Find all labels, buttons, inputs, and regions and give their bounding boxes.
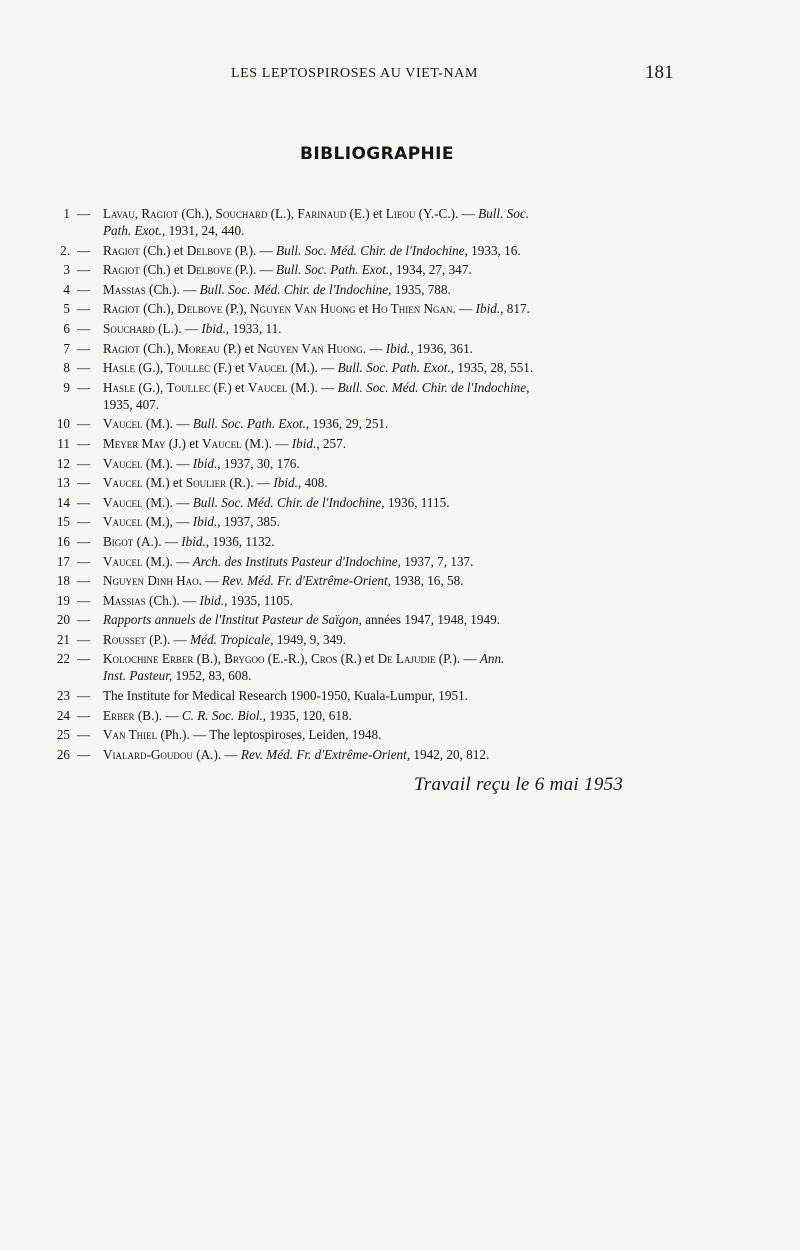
reference-entry [0, 415, 800, 432]
ref-text: (M.) et [142, 475, 186, 491]
ref-text: , 1936, 361. [410, 340, 473, 356]
reference-number: 26 [56, 746, 70, 762]
reference-dash: — [77, 494, 91, 510]
ref-text: (F.) et [210, 379, 248, 395]
reference-entry [0, 592, 800, 609]
reference-dash: — [77, 281, 91, 297]
reference-dash: — [77, 746, 91, 762]
author-name: Bigot [103, 533, 134, 549]
reference-text [103, 533, 703, 550]
ref-text: (M.). — [142, 553, 193, 569]
author-name: Lavau, Ragiot [103, 206, 179, 221]
author-name: Ragiot [103, 262, 140, 278]
reference-dash: — [77, 514, 91, 530]
ref-text: (M.). — [142, 494, 193, 510]
reference-number: 13 [56, 475, 70, 491]
ref-text: (M.). — [287, 360, 338, 376]
reference-text [103, 359, 703, 376]
reference-number: 19 [56, 592, 70, 608]
reference-continuation [103, 222, 703, 239]
journal-title: Ibid. [181, 533, 206, 549]
reference-entry [0, 379, 800, 413]
reference-number: 15 [56, 514, 70, 530]
journal-title: Bull. Soc. Méd. Chir. de l'Indochine [192, 494, 382, 510]
author-name: Nguyen Van Huong [257, 340, 363, 356]
journal-title: Ibid. [199, 592, 225, 608]
ref-text: (A.). — [133, 533, 182, 549]
reference-number: 11 [57, 435, 70, 451]
author-name: Massias [103, 592, 146, 608]
reference-entry [0, 533, 800, 550]
author-name: Ragiot [103, 242, 140, 258]
reference-dash: — [77, 455, 91, 471]
ref-text: , années 1947, 1948, 1949. [358, 612, 500, 628]
author-name: Vaucel [103, 494, 143, 510]
author-name: Vaucel [103, 553, 143, 569]
reference-text [103, 494, 703, 511]
ref-text: (M.). — [241, 435, 292, 451]
ref-text: . — [198, 573, 222, 589]
reference-dash: — [77, 592, 91, 608]
journal-title: Ann. [479, 651, 505, 667]
reference-text [103, 281, 703, 298]
journal-title: C. R. Soc. Biol. [181, 707, 263, 723]
journal-title: Rev. Méd. Fr. d'Extrême-Orient [240, 746, 407, 762]
author-name: Moreau [177, 340, 220, 356]
author-name: Erber [103, 707, 135, 723]
ref-text: (F.) et [210, 360, 248, 376]
reference-entry [0, 726, 800, 743]
ref-text: (R.) et [337, 651, 378, 667]
reference-number: 16 [56, 533, 70, 549]
author-name: Vaucel [103, 475, 143, 491]
ref-text: (Ch.) et [139, 262, 187, 278]
ref-text: (E.) et [346, 206, 386, 221]
reference-number: 23 [56, 688, 70, 704]
reference-dash: — [77, 379, 91, 395]
reference-dash: — [77, 612, 91, 628]
author-name: Delbove [186, 242, 232, 258]
author-name: Toullec [166, 360, 211, 376]
journal-title: Bull. Soc. Path. Exot. [192, 416, 306, 432]
ref-text: (Ch.). — [145, 281, 200, 297]
reference-entry [0, 553, 800, 570]
reference-text [103, 687, 703, 704]
reference-entry [0, 340, 800, 357]
ref-text: (P.) et [219, 340, 258, 356]
reference-dash: — [77, 262, 91, 278]
reference-text [103, 650, 703, 684]
ref-text: (G.), [135, 379, 167, 395]
reference-number: 9 [63, 379, 70, 395]
ref-text: , 1931, 24, 440. [161, 223, 245, 238]
reference-text [103, 746, 703, 763]
reference-entry [0, 320, 800, 337]
running-head-title: LES LEPTOSPIROSES AU VIET-NAM [231, 66, 479, 81]
reference-entry [0, 650, 800, 684]
ref-text: (M.). — [142, 455, 193, 471]
journal-title: Bull. Soc. Path. Exot. [337, 360, 451, 376]
reference-entry [0, 513, 800, 530]
ref-text: , 1949, 9, 349. [270, 631, 347, 647]
ref-text: . — [362, 340, 386, 356]
author-name: Brygoo [224, 651, 265, 667]
received-note: Travail reçu le 6 mai 1953 [414, 774, 624, 795]
ref-text: et [355, 301, 372, 317]
journal-title: Ibid. [475, 301, 501, 317]
author-name: Farinaud [297, 206, 347, 221]
reference-text [103, 320, 703, 337]
reference-entry [0, 261, 800, 278]
ref-text: (M.). — [142, 416, 193, 432]
author-name: Rousset [103, 631, 146, 647]
journal-title: Ibid. [273, 475, 298, 491]
author-name: Vaucel [247, 360, 288, 376]
reference-entry [0, 242, 800, 259]
reference-text [103, 340, 703, 357]
reference-number: 24 [56, 707, 70, 723]
reference-number: 12 [56, 455, 70, 471]
reference-entry [0, 572, 800, 589]
reference-text [103, 415, 703, 432]
ref-text: (Y.-C.). — [415, 206, 479, 221]
journal-title: Bull. Soc. Méd. Chir. de l'Indochine [276, 242, 465, 258]
journal-title: Ibid. [192, 514, 218, 530]
reference-number: 14 [56, 494, 70, 510]
ref-text: , 1933, 11. [225, 320, 282, 336]
reference-dash: — [77, 340, 91, 356]
reference-number: 25 [56, 727, 70, 743]
reference-number: 10 [56, 416, 70, 432]
author-name: Hasle [103, 360, 136, 376]
reference-text [103, 242, 703, 259]
reference-dash: — [77, 206, 91, 221]
reference-text [103, 592, 703, 609]
reference-dash: — [77, 631, 91, 647]
ref-text: (E.-R.), [264, 651, 311, 667]
reference-entry [0, 455, 800, 472]
ref-text: (Ch.). — [145, 592, 200, 608]
reference-number: 7 [63, 340, 70, 356]
journal-title: Bull. Soc. Méd. Chir. de l'Indochine, [337, 379, 530, 395]
reference-number: 2. [60, 242, 70, 258]
reference-text [103, 261, 703, 278]
ref-text: (Ch.), [139, 301, 178, 317]
reference-text [103, 205, 703, 239]
reference-continuation [103, 396, 703, 413]
page-number: 181 [645, 62, 674, 83]
author-name: Meyer May [103, 435, 166, 451]
author-name: Vialard-Goudou [103, 746, 193, 762]
journal-title: Bull. Soc. [478, 206, 530, 221]
reference-entry [0, 474, 800, 491]
reference-dash: — [77, 533, 91, 549]
ref-text: (A.). — [192, 746, 241, 762]
reference-text [103, 631, 703, 648]
journal-title: Arch. des Instituts Pasteur d'Indochine [192, 553, 398, 569]
ref-text: (P.). — [231, 262, 277, 278]
ref-text: , 1935, 1105. [224, 592, 293, 608]
ref-text: (L.). — [154, 320, 202, 336]
journal-title: Rapports annuels de l'Institut Pasteur de Saïgon [103, 612, 359, 628]
reference-number: 22 [56, 651, 70, 667]
reference-entry [0, 205, 800, 239]
reference-dash: — [77, 707, 91, 723]
reference-text [103, 300, 703, 317]
author-name: Van Thiel [103, 727, 158, 743]
reference-number: 20 [56, 612, 70, 628]
reference-entry [0, 281, 800, 298]
reference-text [103, 513, 703, 530]
reference-number: 17 [56, 553, 70, 569]
author-name: Vaucel [247, 379, 288, 395]
author-name: Ragiot [103, 340, 140, 356]
reference-entry [0, 707, 800, 724]
reference-entry [0, 494, 800, 511]
running-head [0, 64, 800, 86]
ref-text: , 1935, 28, 551. [450, 360, 534, 376]
journal-title: Ibid. [192, 455, 218, 471]
reference-text [103, 435, 703, 452]
ref-text: , 1936, 1132. [205, 533, 275, 549]
ref-text: , 257. [316, 435, 346, 451]
ref-text: (G.), [135, 360, 167, 376]
ref-text: (P.). — [145, 631, 191, 647]
author-name: De Lajudie [377, 651, 436, 667]
ref-text: (M.). — [287, 379, 338, 395]
ref-text: , 1935, 120, 618. [262, 707, 352, 723]
reference-dash: — [77, 553, 91, 569]
reference-number: 5 [63, 301, 70, 317]
reference-dash: — [77, 242, 91, 258]
reference-text [103, 379, 703, 413]
ref-text: (J.) et [165, 435, 203, 451]
reference-entry [0, 746, 800, 763]
ref-text: (B.), [193, 651, 225, 667]
author-name: Delbove [186, 262, 232, 278]
reference-number: 8 [63, 360, 70, 376]
ref-text: , 1937, 30, 176. [217, 455, 300, 471]
reference-dash: — [77, 688, 91, 704]
author-name: Cros [311, 651, 338, 667]
reference-number: 3 [63, 262, 70, 278]
journal-title: Ibid. [291, 435, 317, 451]
reference-dash: — [77, 301, 91, 317]
reference-dash: — [77, 475, 91, 491]
ref-text: , 817. [500, 301, 530, 317]
ref-text: (Ch.) et [139, 242, 187, 258]
reference-dash: — [77, 651, 91, 667]
ref-text: , 1933, 16. [464, 242, 521, 258]
ref-text: , 1936, 29, 251. [305, 416, 389, 432]
author-name: Vaucel [103, 455, 143, 471]
ref-text: The Institute for Medical Research 1900-1950, Kuala-Lumpur, 1951. [103, 688, 468, 704]
journal-title: Bull. Soc. Path. Exot. [276, 262, 390, 278]
reference-entry [0, 300, 800, 317]
author-name: Vaucel [103, 416, 143, 432]
ref-text: (M.), — [142, 514, 193, 530]
reference-text [103, 553, 703, 570]
reference-dash: — [77, 360, 91, 376]
ref-text: 1952, 83, 608. [172, 668, 252, 684]
author-name: Hasle [103, 379, 136, 395]
ref-text: (P.). — [435, 651, 480, 667]
author-name: Souchard [215, 206, 268, 221]
journal-title: Path. Exot. [103, 223, 162, 238]
author-name: Toullec [166, 379, 211, 395]
author-name: Soulier [185, 475, 227, 491]
reference-text [103, 707, 703, 724]
author-name: Ragiot [103, 301, 140, 317]
reference-entry [0, 611, 800, 628]
reference-entry [0, 687, 800, 704]
reference-entry [0, 435, 800, 452]
author-name: Lieou [385, 206, 416, 221]
journal-title: Ibid. [201, 320, 226, 336]
reference-text [103, 474, 703, 491]
ref-text: (P.), [222, 301, 251, 317]
ref-text: 1935, 407. [103, 396, 160, 412]
ref-text: , 1935, 788. [388, 281, 451, 297]
ref-text: (Ph.). — The leptospiroses, Leiden, 1948. [157, 727, 382, 743]
reference-text [103, 572, 703, 589]
reference-text [103, 455, 703, 472]
reference-entry [0, 631, 800, 648]
reference-dash: — [77, 320, 91, 336]
ref-text: (L.), [267, 206, 298, 221]
reference-continuation [103, 667, 703, 684]
reference-dash: — [77, 416, 91, 432]
reference-number: 21 [56, 631, 70, 647]
ref-text: , 1937, 385. [217, 514, 280, 530]
journal-title: Bull. Soc. Méd. Chir. de l'Indochine [199, 281, 389, 297]
journal-title: Méd. Tropicale [190, 631, 271, 647]
ref-text: , 1936, 1115. [381, 494, 450, 510]
journal-title: Rev. Méd. Fr. d'Extrême-Orient [221, 573, 388, 589]
reference-number: 18 [56, 573, 70, 589]
reference-list [0, 205, 800, 765]
author-name: Ho Thien Ngan [371, 301, 453, 317]
reference-dash: — [77, 727, 91, 743]
ref-text: , 1937, 7, 137. [397, 553, 474, 569]
reference-number: 6 [63, 320, 70, 336]
reference-dash: — [77, 435, 91, 451]
author-name: Vaucel [202, 435, 242, 451]
ref-text: , 1938, 16, 58. [387, 573, 464, 589]
section-title: BIBLIOGRAPHIE [300, 144, 454, 164]
author-name: Vaucel [103, 514, 143, 530]
author-name: Nguyen Van Huong [250, 301, 356, 317]
ref-text: , 1942, 20, 812. [406, 746, 490, 762]
author-name: Delbove [177, 301, 223, 317]
author-name: Souchard [103, 320, 155, 336]
journal-title: Inst. Pasteur, [103, 668, 173, 684]
author-name: Kolochine Erber [103, 651, 194, 667]
ref-text: (Ch.), [139, 340, 178, 356]
journal-title: Ibid. [385, 340, 411, 356]
ref-text: , 1934, 27, 347. [389, 262, 472, 278]
reference-dash: — [77, 573, 91, 589]
ref-text: (Ch.), [178, 206, 216, 221]
ref-text: (B.). — [134, 707, 182, 723]
reference-number: 1 [63, 206, 70, 221]
reference-number: 4 [63, 281, 70, 297]
ref-text: (P.). — [231, 242, 277, 258]
reference-text [103, 726, 703, 743]
reference-entry [0, 359, 800, 376]
author-name: Nguyen Dinh Hao [103, 573, 199, 589]
author-name: Massias [103, 281, 146, 297]
ref-text: . — [452, 301, 476, 317]
ref-text: , 408. [297, 475, 328, 491]
reference-text [103, 611, 703, 628]
ref-text: (R.). — [226, 475, 274, 491]
